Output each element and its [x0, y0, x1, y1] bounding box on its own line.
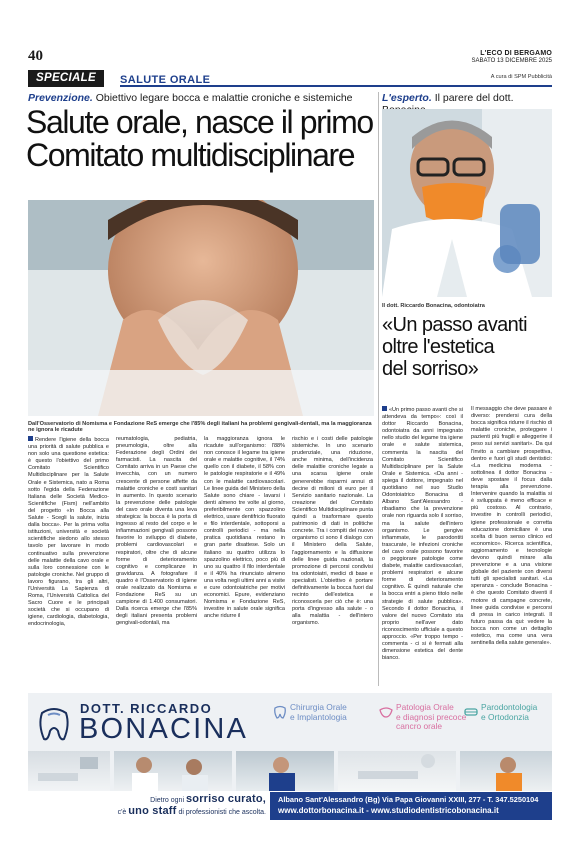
- service-surgery-line-1: Chirurgia Orale: [290, 702, 347, 712]
- newspaper-masthead: [472, 50, 552, 65]
- issue-date: SABATO 13 DICEMBRE 2025: [471, 58, 552, 64]
- dentist-working-photo: [114, 751, 232, 791]
- service-pathology-line-1: Patologia Orale: [396, 702, 454, 712]
- start-square-icon: [28, 436, 33, 441]
- ad-title-big: BONACINA: [79, 713, 249, 745]
- doctor-portrait-image: [382, 109, 552, 297]
- dental-chair-image: [28, 751, 110, 791]
- slogan-pre: Dietro ogni: [150, 797, 185, 804]
- section-label: SPECIALE: [28, 70, 104, 87]
- slogan-bold-2: uno staff: [128, 805, 177, 817]
- team-photo: [236, 751, 334, 791]
- headline-line-1: Salute orale, nasce il primo: [26, 104, 373, 140]
- column-separator: [378, 92, 379, 686]
- service-pathology-line-3: cancro orale: [396, 721, 443, 731]
- contact-box[interactable]: [270, 792, 552, 820]
- page-number: 40: [28, 48, 43, 64]
- article-column-1: [28, 436, 109, 629]
- topic-label: SALUTE ORALE: [120, 74, 211, 86]
- quote-line-1: «Un passo avanti: [382, 314, 527, 336]
- page-header: [28, 50, 552, 66]
- sidebar-column-2: Il messaggio che deve passare è diverso: prendersi cura della bocca significa ridurre il rischio di malattie croniche, proteggere i pazienti più fragili e alleggerire il peso sui servizi sanitari». Da qui l'invito a cambiare prospettiva, dentro e fuori gli studi dentistici: «La medicina moderna - sottolinea il dottor Bonacina - deve spostare il focus dalla terapia alla prevenzione. Intervenire quando la malattia si è sviluppata è meno efficace e più costoso. Al contrario, investire in controlli periodici, igiene professionale e corretta educazione domiciliare è una scelta di buon senso clinico ed economico». Ricerca scientifica, aggiornamento e tecnologie devono quindi mirare alla prevenzione e a una visione globale del paziente con diversi tutti gli specialisti sanitari. «La speranza - conclude Bonacina - è che questo Comitato diventi il motore di campagne concrete, linee guida condivise e percorsi di presa in carico integrati. Il futuro passa da qui: vedere la bocca non come un dettaglio estetico, ma come una vera sentinella della salute generale».: [471, 406, 552, 647]
- operating-room-photo: [338, 751, 456, 791]
- quote-line-3: del sorriso»: [382, 358, 479, 380]
- hero-photo: [28, 200, 374, 416]
- dentist-advertisement[interactable]: [28, 693, 552, 821]
- doctor-photo: [382, 109, 552, 297]
- pull-quote: [382, 314, 552, 380]
- clinic-room-photo: [28, 751, 110, 791]
- staff-smiling-image: [460, 751, 552, 791]
- quote-line-2: oltre l'estetica: [382, 336, 495, 358]
- slogan-post: di professionisti che ascolta.: [178, 809, 266, 816]
- slogan-pre-2: c'è: [117, 809, 127, 816]
- sidebar-column-1: [382, 406, 463, 662]
- ad-footer: [28, 791, 552, 821]
- sidebar-kicker-text: Il parere del dott.: [434, 92, 514, 104]
- kicker-bold: Prevenzione.: [28, 92, 93, 104]
- tooth-logo-icon: [34, 703, 74, 743]
- braces-icon: [464, 705, 478, 719]
- ad-slogan: [36, 794, 266, 818]
- clinic-websites-link[interactable]: www.dottorbonacina.it - www.studiodentistricobonacina.it: [278, 806, 499, 815]
- article-column-4: rischio e i costi delle patologie sistemiche. In uno scenario prudenziale, una riduzione, anche minima, dell'incidenza delle malattie croniche legate a una scarsa igiene orale genererebbe risparmi annui di decine di milioni di euro per il Servizio sanitario nazionale. La creazione del Comitato Scientifico Multidisciplinare punta quindi a trasformare questo patrimonio di dati in politiche concrete. Tra i compiti del nuovo organismo ci sono il dialogo con il Ministero della Salute, l'aggiornamento e la diffusione delle linee guida nazionali, la promozione di percorsi condivisi tra odontoiatri, medici di base e specialisti. L'obiettivo è portare definitivamente la bocca fuori dal recinto dell'estetica e riconoscerla per ciò che è: una porta d'ingresso alla salute - o alla malattia - dell'intero organismo.: [292, 436, 374, 627]
- clinic-photo-strip: [28, 751, 552, 791]
- staff-photo: [460, 751, 552, 791]
- article-column-1-text: Rendere l'igiene della bocca una priorità di salute pubblica e non solo una questione estetica: è questo l'obiettivo del primo Comitato Scientifico Multidisciplinare per la Salute Orale e Sistemica, nato a Roma sotto l'egida della Federazione Italiana delle Società Medico-Scientifiche (Fism) nell'ambito del progetto «In Bocca alla Salute - Scegli la salute, inizia dalla bocca». Per la prima volta istituzioni, università e società scientifiche siedono allo stesso tavolo per lavorare in modo continuativo sulla prevenzione delle malattie della cavo orale e sulla loro connessione con le patologie croniche. Nel gruppo di lavoro figurano, tra gli altri, l'Università La Sapienza di Roma, l'Università Cattolica del Sacro Cuore e le principali società che si occupano di igiene, cardiologia, diabetologia, endocrinologia,: [28, 437, 109, 628]
- sponsor-credit: A cura di SPM Pubblicità: [490, 74, 552, 80]
- sidebar-kicker-bold: L'esperto.: [382, 92, 432, 104]
- smiling-man-heart-hands-image: [28, 200, 374, 416]
- clinic-address: Albano Sant'Alessandro (Bg) Via Papa Giovanni XXIII, 277 - T. 347.5250104: [278, 795, 539, 804]
- kicker-text: Obiettivo legare bocca e malattie croniche e sistemiche: [95, 92, 353, 104]
- slogan-bold-1: sorriso curato,: [185, 793, 266, 805]
- doctor-team-image: [236, 751, 334, 791]
- article-kicker: [28, 92, 368, 104]
- newspaper-name: L'ECO DI BERGAMO: [480, 50, 552, 57]
- section-band: [28, 70, 552, 87]
- sidebar-column-1-text: «Un primo passo avanti che si attendeva da tempo»: così il dottor Riccardo Bonacina, odontoiatra da anni impegnato nello studio del legame tra igiene orale e salute sistemica, commenta la nascita del Comitato Scientifico Multidisciplinare per la Salute Orale e Sistemica. «Da anni - spiega il dottore, impegnato nel quotidiano nel suo Studio Odontoiatrico Bonacina di Albano Sant'Alessandro - ribadiamo che la prevenzione orale non riguarda solo il sorriso, ma la salute dell'intero organismo. Le gengive infiammate, le parodontiti trascurate, le infezioni croniche del cavo orale possono favorire o peggiorare patologie come diabete, malattie cardiovascolari, problemi respiratori e alcune forme di deterioramento cognitivo. È quindi naturale che la bocca entri a pieno titolo nelle strategie di salute pubblica». Secondo il dottor Bonacina, il valore del nuovo Comitato sta proprio nell'aver dato riconoscimento ufficiale a questo approccio. «Per troppo tempo - commenta - ci si è fermati alla dimensione estetica del dente bianco.: [382, 407, 463, 662]
- gum-icon: [379, 705, 393, 719]
- tooth-icon: [273, 705, 287, 719]
- operating-room-image: [338, 751, 456, 791]
- topic-bar: [120, 70, 552, 87]
- article-headline: [26, 106, 376, 172]
- service-surgery-line-2: e Implantologia: [290, 711, 347, 722]
- ad-title-small: DOTT. RICCARDO: [80, 701, 213, 716]
- service-periodontics-line-1: Parodontologia: [481, 702, 538, 712]
- service-surgery: [273, 703, 381, 722]
- service-pathology-line-2: e diagnosi precoce: [396, 711, 467, 722]
- headline-line-2: Comitato multidisciplinare: [26, 137, 355, 173]
- service-periodontics-line-2: e Ortodonzia: [481, 711, 529, 722]
- hero-caption: Dall'Osservatorio di Nomisma e Fondazione ReS emerge che l'85% degli italiani ha problemi gengivali-dentali, ma la maggioranza ne ignora le ricadute: [28, 421, 372, 433]
- article-body: [28, 436, 374, 686]
- service-periodontics: [464, 703, 552, 722]
- article-column-3: la maggioranza ignora le ricadute sull'organismo: l'88% non conosce il legame tra igiene orale e malattie cognitive, il 74% quello con il diabete, il 58% con le patologie respiratorie e il 49% con le malattie cardiovascolari. Le linee guida del Ministero della Salute sono chiare - lavarsi i denti almeno tre volte al giorno, preferibilmente con spazzolino elettrico, usare dentifricio fluorato e filo interdentale, sottoporsi a controlli periodici - ma nella pratica quotidiana restano in gran parte disattese. Solo un italiano su quattro utilizza lo spazzolino elettrico, poco più di uno su quattro il filo interdentale e il 40% ha rinunciato almeno una volta negli ultimi anni a visite e cure odontoiatriche per motivi economici. Epure, evidenziano Nomisma e Fondazione ReS, investire in salute orale significa anche ridurre il: [204, 436, 286, 620]
- start-square-icon: [382, 406, 387, 411]
- dentists-treating-image: [114, 751, 232, 791]
- article-column-2: reumatologia, pediatria, pneumologia, oltre alla Federazione degli Ordini dei farmacisti. La nascita del Comitato arriva in un Paese che invecchia, con un numero crescente di persone affette da malattie croniche e costi sanitari in aumento. In questo scenario la prevenzione delle patologie del cavo orale diventa una leva strategica: la bocca è la porta di ingresso al resto del corpo e le infiammazioni gengivali possono favorire lo sviluppo di diabete, problemi cardiovascolari e respiratori, oltre che di alcune forme di deterioramento cognitivo e complicanze in gravidanza. A fotografare il quadro è l'Osservatorio di igiene orale realizzato da Nomisma e Fondazione ReS su un campione di 1.400 consumatori. Dalla ricerca emerge che l'85% degli italiani presenta problemi gengivali-odontali, ma: [116, 436, 197, 627]
- doctor-caption: Il dott. Riccardo Bonacina, odontoiatra: [382, 303, 485, 309]
